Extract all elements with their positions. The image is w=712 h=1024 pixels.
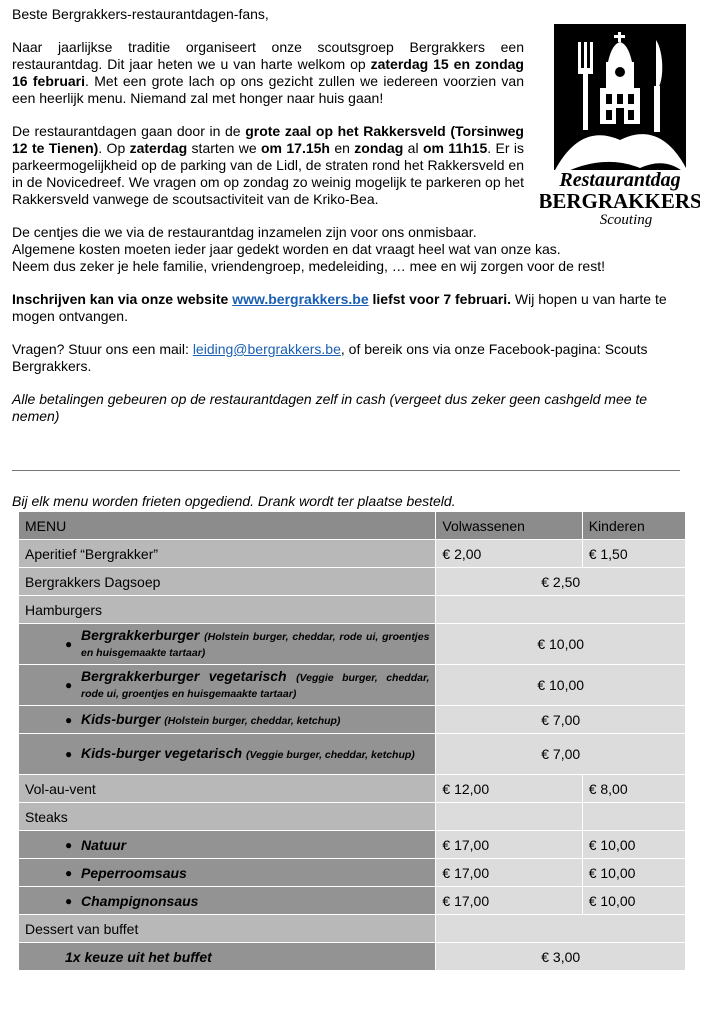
dessert-title: Dessert van buffet: [19, 915, 436, 943]
table-row: [19, 540, 686, 568]
steak-child-price: € 10,00: [582, 887, 685, 915]
burger-price: € 7,00: [436, 734, 686, 775]
sunday-time: om 11h15: [422, 140, 488, 156]
steak-name: Peperroomsaus: [81, 864, 187, 881]
burger-desc: (Holstein burger, cheddar, rode ui, groentjes en huisgemaakte tartaar): [81, 631, 430, 659]
bullet-icon: ●: [65, 893, 73, 908]
parking-text: . Er is parkeermogelijkheid op de parking van de Lidl, de straten rond het Rakkersveld en in de Novicedreef. We vragen om op zondag zo weinig mogelijk te parkeren op het Rakkersveld vanwege de scoutsactiviteit van de Kriko-Bea.: [12, 140, 524, 207]
bullet-icon: ●: [65, 865, 73, 880]
table-row: [19, 596, 686, 624]
burger-item: [19, 706, 436, 734]
table-row: [19, 706, 686, 734]
table-row: [19, 915, 686, 943]
bullet-icon: ●: [65, 678, 73, 692]
steak-name: Natuur: [81, 836, 127, 853]
table-row: [19, 568, 686, 596]
steak-adult-price: € 17,00: [436, 859, 582, 887]
steak-item: [19, 859, 436, 887]
steak-child-price: € 10,00: [582, 831, 685, 859]
menu-table: [18, 511, 686, 971]
logo-line-2: BERGRAKKERS: [540, 189, 700, 213]
location-text-5: al: [403, 140, 423, 156]
table-row: [19, 775, 686, 803]
saturday: zaterdag: [129, 140, 188, 156]
steak-adult-price: € 17,00: [436, 887, 582, 915]
volauvent-child-price: € 8,00: [582, 775, 685, 803]
steak-name: Champignonsaus: [81, 892, 199, 909]
logo-graphic: [540, 22, 700, 232]
soep-price: € 2,50: [436, 568, 686, 596]
empty-cell: [436, 596, 686, 624]
intro-text-end: . Met een grote lach op ons gezicht zullen we iedereen voorzien van een heerlijk menu. Niemand zal met honger naar huis gaan!: [12, 73, 525, 106]
website-link[interactable]: www.bergrakkers.be: [232, 291, 369, 307]
event-dates: zaterdag 15 en zondag 16 februari: [12, 56, 524, 89]
hamburgers-title: Hamburgers: [19, 596, 436, 624]
steak-item: [19, 831, 436, 859]
intro-paragraph: [12, 39, 524, 107]
logo-line-3: Scouting: [599, 212, 653, 228]
location-text-2: . Op: [98, 140, 130, 156]
restaurantdag-logo: [540, 22, 700, 232]
aperitief-adult-price: € 2,00: [436, 540, 582, 568]
contact-text-end: , of bereik ons via onze Facebook-pagina: Scouts Bergrakkers.: [12, 341, 648, 374]
menu-header-row: [19, 512, 686, 540]
burger-price: € 10,00: [436, 665, 686, 706]
funding-line-2: Algemene kosten moeten ieder jaar gedekt worden en dat vraagt heel wat van onze kas.: [12, 241, 561, 257]
steaks-title: Steaks: [19, 803, 436, 831]
registration-paragraph: [12, 291, 680, 325]
sunday: zondag: [354, 140, 404, 156]
bullet-icon: ●: [65, 837, 73, 852]
header-adults: Volwassenen: [436, 512, 582, 540]
dessert-item: 1x keuze uit het buffet: [19, 943, 436, 971]
header-children: Kinderen: [582, 512, 685, 540]
burger-item: [19, 665, 436, 706]
burger-name: Kids-burger vegetarisch: [81, 745, 243, 761]
email-link[interactable]: leiding@bergrakkers.be: [192, 341, 341, 357]
burger-price: € 10,00: [436, 624, 686, 665]
logo-line-1: Restaurantdag: [559, 169, 681, 191]
contact-paragraph: [12, 341, 680, 375]
funding-line-1: De centjes die we via de restaurantdag inzamelen zijn voor ons onmisbaar.: [12, 224, 477, 240]
burger-name: Bergrakkerburger vegetarisch: [81, 668, 287, 684]
burger-name: Bergrakkerburger: [81, 627, 200, 643]
payment-note: Alle betalingen gebeuren op de restaurantdagen zelf in cash (vergeet dus zeker geen cashgeld mee te nemen): [12, 391, 648, 424]
empty-cell: [582, 803, 685, 831]
aperitief-child-price: € 1,50: [582, 540, 685, 568]
table-row: [19, 943, 686, 971]
registration-text: Inschrijven kan via onze website: [12, 291, 233, 307]
burger-item: [19, 734, 436, 775]
soep-name: Bergrakkers Dagsoep: [19, 568, 436, 596]
location-text-4: en: [329, 140, 355, 156]
aperitief-name: Aperitief “Bergrakker”: [19, 540, 436, 568]
location-paragraph: [12, 123, 524, 208]
dessert-price: € 3,00: [436, 943, 686, 971]
steak-child-price: € 10,00: [582, 859, 685, 887]
burger-desc: (Holstein burger, cheddar, ketchup): [164, 714, 341, 727]
burger-item: [19, 624, 436, 665]
menu-intro: Bij elk menu worden frieten opgediend. Drank wordt ter plaatse besteld.: [12, 493, 456, 509]
volauvent-adult-price: € 12,00: [436, 775, 582, 803]
empty-cell: [436, 803, 582, 831]
burger-desc: (Veggie burger, cheddar, rode ui, groentjes en huisgemaakte tartaar): [81, 672, 430, 700]
intro-text: Naar jaarlijkse traditie organiseert onze scoutsgroep Bergrakkers een restaurantdag. Dit jaar heten we u van harte welkom op: [12, 39, 524, 72]
table-row: [19, 887, 686, 915]
steak-item: [19, 887, 436, 915]
table-row: [19, 803, 686, 831]
bullet-icon: ●: [65, 637, 73, 651]
registration-closing: Wij hopen u van harte te mogen ontvangen.: [12, 291, 667, 324]
table-row: [19, 665, 686, 706]
saturday-time: om 17.15h: [261, 140, 330, 156]
header-menu: MENU: [19, 512, 436, 540]
location-text-3: starten we: [187, 140, 261, 156]
burger-name: Kids-burger: [81, 710, 161, 727]
funding-line-3: Neem dus zeker je hele familie, vriendengroep, medeleiding, … mee en wij zorgen voor de rest!: [12, 258, 605, 274]
table-row: [19, 624, 686, 665]
section-divider: [12, 470, 680, 471]
registration-deadline: liefst voor 7 februari.: [368, 291, 512, 307]
contact-text: Vragen? Stuur ons een mail:: [12, 341, 193, 357]
location-text: De restaurantdagen gaan door in de: [12, 123, 246, 139]
greeting: Beste Bergrakkers-restaurantdagen-fans,: [12, 6, 269, 22]
steak-adult-price: € 17,00: [436, 831, 582, 859]
bullet-icon: ●: [65, 712, 73, 727]
bullet-icon: ●: [65, 747, 73, 761]
volauvent-name: Vol-au-vent: [19, 775, 436, 803]
table-row: [19, 859, 686, 887]
burger-price: € 7,00: [436, 706, 686, 734]
table-row: [19, 831, 686, 859]
table-row: [19, 734, 686, 775]
burger-desc: (Veggie burger, cheddar, ketchup): [245, 749, 415, 761]
venue: grote zaal op het Rakkersveld (Torsinweg 12 te Tienen): [12, 123, 524, 156]
empty-cell: [436, 915, 686, 943]
